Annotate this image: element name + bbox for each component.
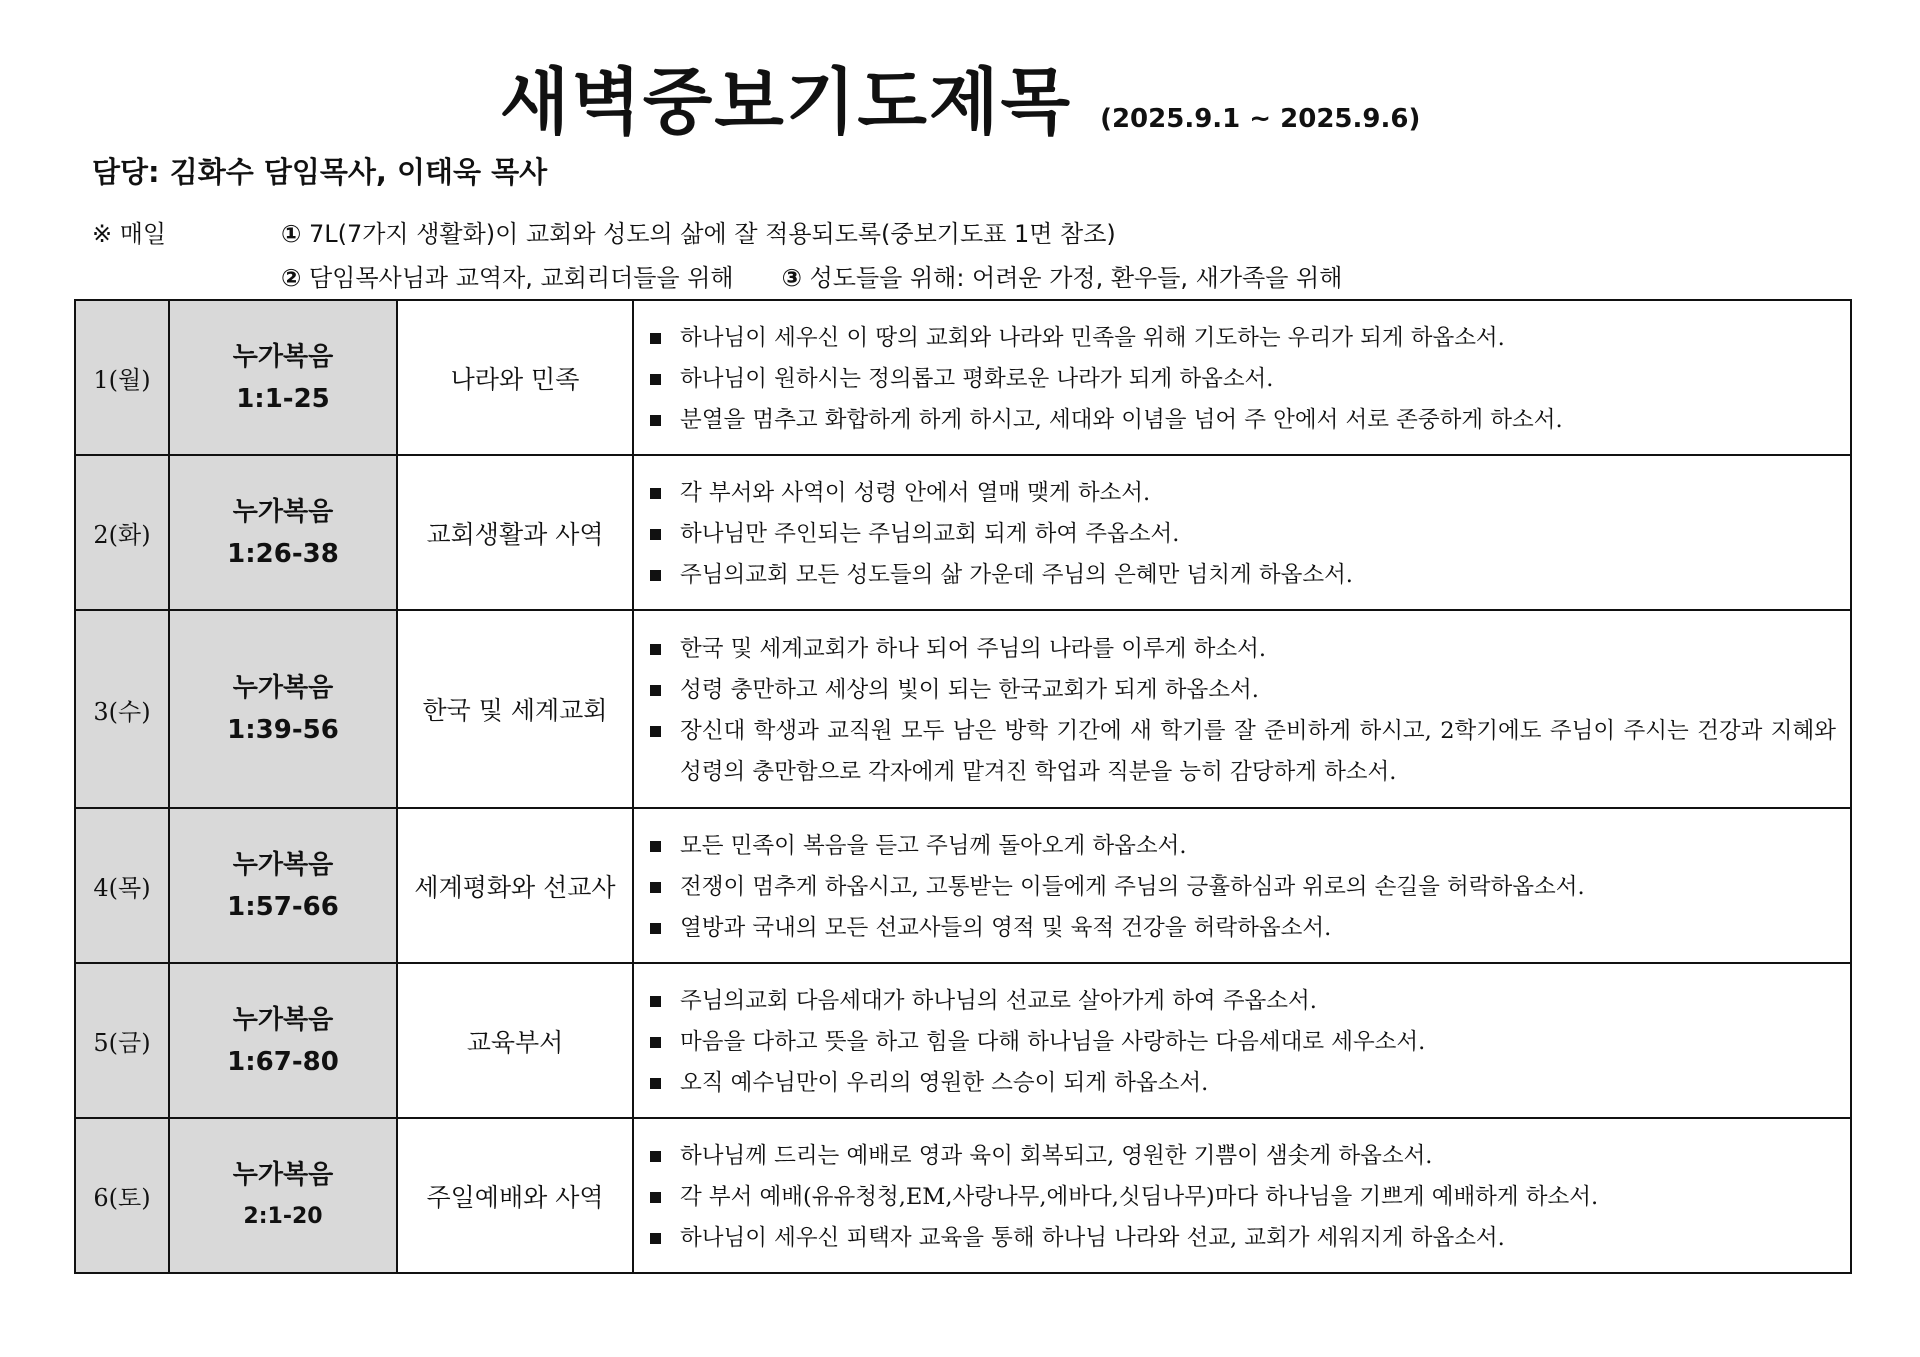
prayer-item: 주님의교회 모든 성도들의 삶 가운데 주님의 은혜만 넘치게 하옵소서. (644, 555, 1836, 596)
title-row (0, 44, 1920, 144)
square-bullet-icon (650, 1078, 661, 1089)
scripture-cell (169, 455, 397, 610)
scripture-reference: 1:67-80 (227, 1046, 339, 1077)
daily-item-3: 성도들을 위해: 어려운 가정, 환우들, 새가족을 위해 (809, 264, 1343, 292)
square-bullet-icon (650, 374, 661, 385)
prayer-item: 각 부서와 사역이 성령 안에서 열매 맺게 하소서. (644, 473, 1836, 514)
square-bullet-icon (650, 1151, 661, 1162)
prayer-items-cell (633, 963, 1851, 1118)
table-row (75, 1118, 1851, 1273)
prayer-item: 하나님이 세우신 피택자 교육을 통해 하나님 나라와 선교, 교회가 세워지게 하옵소서. (644, 1218, 1836, 1259)
prayer-items-cell (633, 1118, 1851, 1273)
prayer-item: 오직 예수님만이 우리의 영원한 스승이 되게 하옵소서. (644, 1063, 1836, 1104)
scripture-book: 누가복음 (232, 496, 334, 527)
scripture-book: 누가복음 (232, 1159, 334, 1190)
prayer-item: 전쟁이 멈추게 하옵시고, 고통받는 이들에게 주님의 긍휼하심과 위로의 손길을 허락하옵소서. (644, 867, 1836, 908)
daily-item-2-number: ② (281, 264, 302, 292)
theme-cell: 교회생활과 사역 (397, 455, 633, 610)
daily-line-1 (281, 214, 1116, 249)
square-bullet-icon (650, 529, 661, 540)
prayer-items-cell (633, 808, 1851, 963)
scripture-reference: 1:39-56 (227, 715, 339, 745)
prayer-item: 모든 민족이 복음을 듣고 주님께 돌아오게 하옵소서. (644, 826, 1836, 867)
theme-cell: 주일예배와 사역 (397, 1118, 633, 1273)
table-row (75, 808, 1851, 963)
prayer-item: 주님의교회 다음세대가 하나님의 선교로 살아가게 하여 주옵소서. (644, 981, 1836, 1022)
daily-item-2: 담임목사님과 교역자, 교회리더들을 위해 (308, 264, 734, 292)
prayer-items-cell (633, 610, 1851, 808)
prayer-item: 마음을 다하고 뜻을 하고 힘을 다해 하나님을 사랑하는 다음세대로 세우소서. (644, 1022, 1836, 1063)
day-cell: 3(수) (75, 610, 169, 808)
daily-item-3-number: ③ (781, 264, 802, 292)
scripture-book: 누가복음 (232, 673, 334, 703)
table-row (75, 610, 1851, 808)
prayer-item: 하나님께 드리는 예배로 영과 육이 회복되고, 영원한 기쁨이 샘솟게 하옵소서. (644, 1136, 1836, 1177)
day-cell: 2(화) (75, 455, 169, 610)
table-row (75, 455, 1851, 610)
prayer-item: 장신대 학생과 교직원 모두 남은 방학 기간에 새 학기를 잘 준비하게 하시고, 2학기에도 주님이 주시는 건강과 지혜와 성령의 충만함으로 각자에게 맡겨진 학업과 직분을 능히 감당하게 하소서. (644, 711, 1836, 793)
daily-line-2 (281, 258, 1342, 293)
square-bullet-icon (650, 923, 661, 934)
square-bullet-icon (650, 685, 661, 696)
prayer-item: 하나님이 세우신 이 땅의 교회와 나라와 민족을 위해 기도하는 우리가 되게 하옵소서. (644, 318, 1836, 359)
prayer-item: 하나님만 주인되는 주님의교회 되게 하여 주옵소서. (644, 514, 1836, 555)
square-bullet-icon (650, 415, 661, 426)
scripture-reference: 1:57-66 (227, 891, 339, 922)
prayer-item: 각 부서 예배(유유청청,EM,사랑나무,에바다,싯딤나무)마다 하나님을 기쁘게 예배하게 하소서. (644, 1177, 1836, 1218)
scripture-cell (169, 300, 397, 455)
staff-in-charge: 담당: 김화수 담임목사, 이태욱 목사 (92, 155, 548, 189)
day-cell: 5(금) (75, 963, 169, 1118)
scripture-reference: 1:26-38 (227, 538, 339, 569)
day-cell: 4(목) (75, 808, 169, 963)
square-bullet-icon (650, 726, 661, 737)
scripture-book: 누가복음 (232, 849, 334, 880)
scripture-cell (169, 963, 397, 1118)
scripture-reference: 1:1-25 (236, 383, 330, 414)
square-bullet-icon (650, 570, 661, 581)
prayer-items-cell (633, 455, 1851, 610)
page-title: 새벽중보기도제목 (499, 60, 1073, 144)
prayer-items-cell (633, 300, 1851, 455)
prayer-item: 성령 충만하고 세상의 빛이 되는 한국교회가 되게 하옵소서. (644, 670, 1836, 711)
daily-label: ※ 매일 (92, 220, 167, 248)
date-range: (2025.9.1 ~ 2025.9.6) (1100, 104, 1421, 134)
theme-cell: 나라와 민족 (397, 300, 633, 455)
square-bullet-icon (650, 882, 661, 893)
theme-cell: 세계평화와 선교사 (397, 808, 633, 963)
daily-item-1-number: ① (281, 220, 302, 248)
square-bullet-icon (650, 996, 661, 1007)
prayer-item: 분열을 멈추고 화합하게 하게 하시고, 세대와 이념을 넘어 주 안에서 서로 존중하게 하소서. (644, 400, 1836, 441)
table-row (75, 963, 1851, 1118)
scripture-book: 누가복음 (232, 341, 334, 372)
square-bullet-icon (650, 1037, 661, 1048)
scripture-cell (169, 808, 397, 963)
scripture-book: 누가복음 (232, 1004, 334, 1035)
square-bullet-icon (650, 488, 661, 499)
prayer-item: 열방과 국내의 모든 선교사들의 영적 및 육적 건강을 허락하옵소서. (644, 908, 1836, 949)
prayer-item: 한국 및 세계교회가 하나 되어 주님의 나라를 이루게 하소서. (644, 629, 1836, 670)
square-bullet-icon (650, 644, 661, 655)
scripture-cell (169, 610, 397, 808)
square-bullet-icon (650, 841, 661, 852)
scripture-reference: 2:1-20 (243, 1203, 323, 1229)
day-cell: 6(토) (75, 1118, 169, 1273)
theme-cell: 교육부서 (397, 963, 633, 1118)
square-bullet-icon (650, 333, 661, 344)
prayer-item: 하나님이 원하시는 정의롭고 평화로운 나라가 되게 하옵소서. (644, 359, 1836, 400)
prayer-schedule-table (74, 299, 1852, 1274)
square-bullet-icon (650, 1192, 661, 1203)
scripture-cell (169, 1118, 397, 1273)
theme-cell: 한국 및 세계교회 (397, 610, 633, 808)
square-bullet-icon (650, 1233, 661, 1244)
day-cell: 1(월) (75, 300, 169, 455)
daily-item-1: 7L(7가지 생활화)이 교회와 성도의 삶에 잘 적용되도록(중보기도표 1면 참조) (308, 220, 1116, 248)
table-row (75, 300, 1851, 455)
